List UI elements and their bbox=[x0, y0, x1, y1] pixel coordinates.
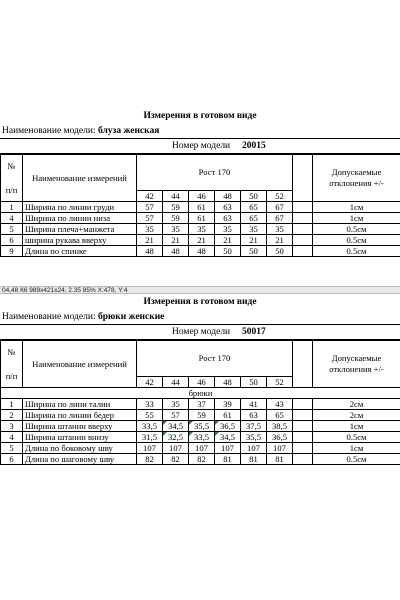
col-no-bottom: п/п bbox=[5, 371, 18, 381]
col-height-header: Рост 170 bbox=[137, 341, 293, 377]
table-row bbox=[1, 224, 400, 235]
row-number: 4 bbox=[1, 213, 23, 224]
tolerance-value: 2см bbox=[313, 399, 400, 410]
measure-value: 57 bbox=[137, 202, 163, 213]
row-number: 5 bbox=[1, 443, 23, 454]
tolerance-value: 1см bbox=[313, 213, 400, 224]
tolerance-value: 1см bbox=[313, 443, 400, 454]
spacer-cell bbox=[293, 341, 313, 388]
size-header: 46 bbox=[189, 190, 215, 201]
measure-value: 48 bbox=[163, 246, 189, 257]
header-row bbox=[1, 155, 400, 191]
measure-name: Ширина по линии груди bbox=[23, 202, 137, 213]
trousers-measurements-sheet bbox=[0, 294, 400, 465]
tolerance-value: 0.5см bbox=[313, 224, 400, 235]
measure-value: 61 bbox=[215, 410, 241, 421]
measure-name: Ширина по линии низа bbox=[23, 213, 137, 224]
measure-name: Ширина штанин внизу bbox=[23, 432, 137, 443]
table-row bbox=[1, 410, 400, 421]
col-no-top: № bbox=[7, 161, 16, 171]
tolerance-value: 1см bbox=[313, 421, 400, 432]
sheet-title: Измерения в готовом виде bbox=[143, 111, 257, 121]
measure-value: 61 bbox=[189, 202, 215, 213]
spacer-cell bbox=[293, 213, 313, 224]
measure-value: 33,5 bbox=[189, 432, 215, 443]
model-name-label: Наименование модели: bbox=[2, 312, 96, 322]
measure-value: 41 bbox=[241, 399, 267, 410]
model-number-value: 20015 bbox=[242, 141, 266, 151]
size-header: 48 bbox=[215, 190, 241, 201]
spacer-cell bbox=[293, 410, 313, 421]
measure-value: 107 bbox=[215, 443, 241, 454]
table-row bbox=[1, 235, 400, 246]
measure-value: 21 bbox=[137, 235, 163, 246]
measure-value: 35 bbox=[215, 224, 241, 235]
measure-value: 61 bbox=[189, 213, 215, 224]
size-header: 48 bbox=[215, 376, 241, 387]
measure-value: 57 bbox=[137, 213, 163, 224]
col-tolerance-header: Допускаемые отклонения +/- bbox=[313, 155, 400, 202]
model-number-label: Номер модели bbox=[172, 141, 231, 151]
size-header: 44 bbox=[163, 190, 189, 201]
table-row bbox=[1, 399, 400, 410]
measure-value: 107 bbox=[189, 443, 215, 454]
model-number-value: 50017 bbox=[242, 327, 266, 337]
measure-value: 59 bbox=[189, 410, 215, 421]
measure-value: 35 bbox=[163, 399, 189, 410]
measure-value: 50 bbox=[241, 246, 267, 257]
col-no-top: № bbox=[7, 347, 16, 357]
measure-value: 38,5 bbox=[267, 421, 293, 432]
measure-value: 81 bbox=[215, 454, 241, 465]
measure-value: 63 bbox=[215, 213, 241, 224]
measure-value: 48 bbox=[137, 246, 163, 257]
model-name-line bbox=[0, 310, 400, 325]
table-row bbox=[1, 202, 400, 213]
model-name-value: блуза женская bbox=[97, 126, 160, 136]
measure-value: 59 bbox=[163, 213, 189, 224]
spacer-cell bbox=[293, 235, 313, 246]
tolerance-value: 0.5см bbox=[313, 246, 400, 257]
measure-value: 36,5 bbox=[215, 421, 241, 432]
size-header: 46 bbox=[189, 376, 215, 387]
size-header: 44 bbox=[163, 376, 189, 387]
measure-value: 67 bbox=[267, 202, 293, 213]
measure-name: Длина по боковому шву bbox=[23, 443, 137, 454]
spacer-cell bbox=[293, 224, 313, 235]
measure-name: Длина по шаговому шву bbox=[23, 454, 137, 465]
table-row bbox=[1, 213, 400, 224]
sheet-title: Измерения в готовом виде bbox=[143, 297, 257, 307]
tolerance-value: 0.5см bbox=[313, 454, 400, 465]
blouse-measurements-sheet bbox=[0, 108, 400, 257]
tolerance-value: 0.5см bbox=[313, 235, 400, 246]
table-row bbox=[1, 454, 400, 465]
size-header: 52 bbox=[267, 376, 293, 387]
measure-value: 33,5 bbox=[137, 421, 163, 432]
size-header: 50 bbox=[241, 190, 267, 201]
measure-value: 43 bbox=[267, 399, 293, 410]
row-number: 6 bbox=[1, 454, 23, 465]
spacer-cell bbox=[293, 155, 313, 202]
measure-value: 21 bbox=[215, 235, 241, 246]
measure-value: 63 bbox=[241, 410, 267, 421]
col-measure-header: Наименование измерений bbox=[23, 341, 137, 388]
measure-value: 81 bbox=[241, 454, 267, 465]
table-row bbox=[1, 432, 400, 443]
image-viewer-status-bar: 04,48 К6 989x421x24, 2.35 85% X:478, Y:4 bbox=[0, 286, 400, 294]
measure-value: 55 bbox=[137, 410, 163, 421]
row-number: 2 bbox=[1, 410, 23, 421]
measure-value: 63 bbox=[215, 202, 241, 213]
model-name-label: Наименование модели: bbox=[2, 126, 96, 136]
row-number: 1 bbox=[1, 202, 23, 213]
measure-value: 31,5 bbox=[137, 432, 163, 443]
measure-value: 107 bbox=[137, 443, 163, 454]
col-tolerance-header: Допускаемые отклонения +/- bbox=[313, 341, 400, 388]
section-row bbox=[1, 388, 400, 399]
col-no-header bbox=[1, 341, 23, 388]
measure-value: 21 bbox=[241, 235, 267, 246]
measure-value: 82 bbox=[189, 454, 215, 465]
measure-name: Длина по спинке bbox=[23, 246, 137, 257]
measure-value: 37 bbox=[189, 399, 215, 410]
model-name-line bbox=[0, 124, 400, 139]
measure-value: 34,5 bbox=[215, 432, 241, 443]
row-number: 1 bbox=[1, 399, 23, 410]
measure-value: 36,5 bbox=[267, 432, 293, 443]
col-height-header: Рост 170 bbox=[137, 155, 293, 191]
measure-value: 35 bbox=[189, 224, 215, 235]
col-no-header bbox=[1, 155, 23, 202]
table-row bbox=[1, 443, 400, 454]
row-number: 9 bbox=[1, 246, 23, 257]
model-number-line bbox=[0, 139, 400, 154]
measure-name: ширина рукава вверху bbox=[23, 235, 137, 246]
spacer-cell bbox=[293, 399, 313, 410]
measure-value: 32,5 bbox=[163, 432, 189, 443]
measure-name: Ширина штанин вверху bbox=[23, 421, 137, 432]
col-no-bottom: п/п bbox=[5, 185, 18, 195]
measure-value: 35 bbox=[163, 224, 189, 235]
measure-value: 33 bbox=[137, 399, 163, 410]
spacer-cell bbox=[293, 454, 313, 465]
tolerance-value: 2см bbox=[313, 410, 400, 421]
measure-value: 35,5 bbox=[241, 432, 267, 443]
spacer-cell bbox=[293, 421, 313, 432]
row-number: 5 bbox=[1, 224, 23, 235]
measure-name: Ширина по линии бедер bbox=[23, 410, 137, 421]
table-row bbox=[1, 421, 400, 432]
model-number-line bbox=[0, 325, 400, 340]
size-header: 52 bbox=[267, 190, 293, 201]
measure-value: 57 bbox=[163, 410, 189, 421]
model-name-value: брюки женские bbox=[97, 312, 165, 322]
header-row bbox=[1, 341, 400, 377]
measure-value: 48 bbox=[189, 246, 215, 257]
size-header: 42 bbox=[137, 190, 163, 201]
measure-value: 65 bbox=[241, 213, 267, 224]
row-number: 3 bbox=[1, 421, 23, 432]
measure-value: 82 bbox=[137, 454, 163, 465]
table-row bbox=[1, 246, 400, 257]
measure-value: 50 bbox=[267, 246, 293, 257]
tolerance-value: 1см bbox=[313, 202, 400, 213]
measure-value: 21 bbox=[189, 235, 215, 246]
measure-value: 39 bbox=[215, 399, 241, 410]
col-measure-header: Наименование измерений bbox=[23, 155, 137, 202]
tolerance-value: 0.5см bbox=[313, 432, 400, 443]
spacer-cell bbox=[293, 443, 313, 454]
measure-value: 35 bbox=[267, 224, 293, 235]
measurements-table bbox=[0, 340, 400, 465]
spacer-cell bbox=[293, 202, 313, 213]
measure-value: 107 bbox=[241, 443, 267, 454]
row-number: 6 bbox=[1, 235, 23, 246]
row-number: 4 bbox=[1, 432, 23, 443]
section-label: брюки bbox=[1, 388, 400, 399]
spacer-cell bbox=[293, 246, 313, 257]
measure-value: 59 bbox=[163, 202, 189, 213]
size-header: 42 bbox=[137, 376, 163, 387]
measure-value: 21 bbox=[267, 235, 293, 246]
measure-value: 34,5 bbox=[163, 421, 189, 432]
measure-value: 37,5 bbox=[241, 421, 267, 432]
measure-value: 21 bbox=[163, 235, 189, 246]
model-number-label: Номер модели bbox=[172, 327, 231, 337]
measure-value: 65 bbox=[267, 410, 293, 421]
size-header: 50 bbox=[241, 376, 267, 387]
measure-value: 50 bbox=[215, 246, 241, 257]
measure-value: 107 bbox=[163, 443, 189, 454]
measure-value: 107 bbox=[267, 443, 293, 454]
measure-value: 35 bbox=[137, 224, 163, 235]
measure-name: Ширина плеча+манжета bbox=[23, 224, 137, 235]
measure-name: Ширина по лини талии bbox=[23, 399, 137, 410]
spacer-cell bbox=[293, 432, 313, 443]
measure-value: 35,5 bbox=[189, 421, 215, 432]
measure-value: 67 bbox=[267, 213, 293, 224]
measure-value: 35 bbox=[241, 224, 267, 235]
measurements-table bbox=[0, 154, 400, 257]
measure-value: 82 bbox=[163, 454, 189, 465]
measure-value: 81 bbox=[267, 454, 293, 465]
measure-value: 65 bbox=[241, 202, 267, 213]
